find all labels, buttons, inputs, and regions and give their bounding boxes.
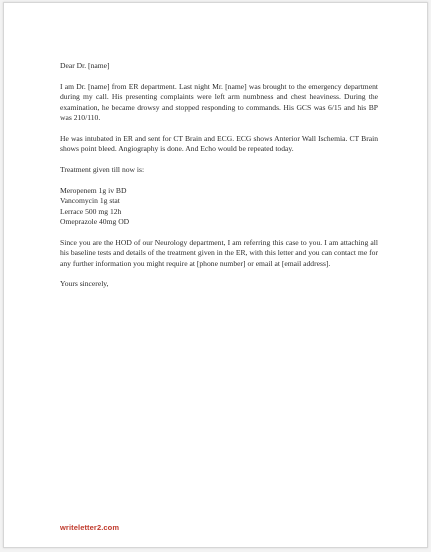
document-page [3, 2, 428, 548]
closing: Yours sincerely, [60, 279, 109, 289]
watermark-link[interactable]: writeletter2.com [60, 523, 120, 532]
medication-item: Omeprazole 40mg OD [60, 217, 130, 227]
salutation: Dear Dr. [name] [60, 61, 110, 70]
medication-item: Lerrace 500 mg 12h [60, 206, 122, 216]
paragraph-case-presentation: I am Dr. [name] from ER department. Last night Mr. [name] was brought to the emergency department during my call. His presenting complaints were left arm numbness and chest heaviness. During the examination, he became drowsy and stopped responding to commands. His GCS was 6/15 and his BP was 210/110. [60, 81, 378, 123]
paragraph-investigations: He was intubated in ER and sent for CT Brain and ECG. ECG shows Anterior Wall Ischemia. CT Brain shows point bleed. Angiography is done. And Echo would be repeated today. [60, 133, 378, 154]
letter-body [60, 61, 378, 290]
paragraph-referral: Since you are the HOD of our Neurology department, I am referring this case to you. I am attaching all his baseline tests and details of the treatment given in the ER, with this letter and you can contact me for any further information you might require at [phone number] or email at [email address]. [60, 237, 378, 268]
medication-item: Meropenem 1g iv BD [60, 185, 127, 195]
medication-item: Vancomycin 1g stat [60, 196, 120, 206]
treatment-heading: Treatment given till now is: [60, 165, 145, 175]
medication-list [60, 186, 378, 228]
